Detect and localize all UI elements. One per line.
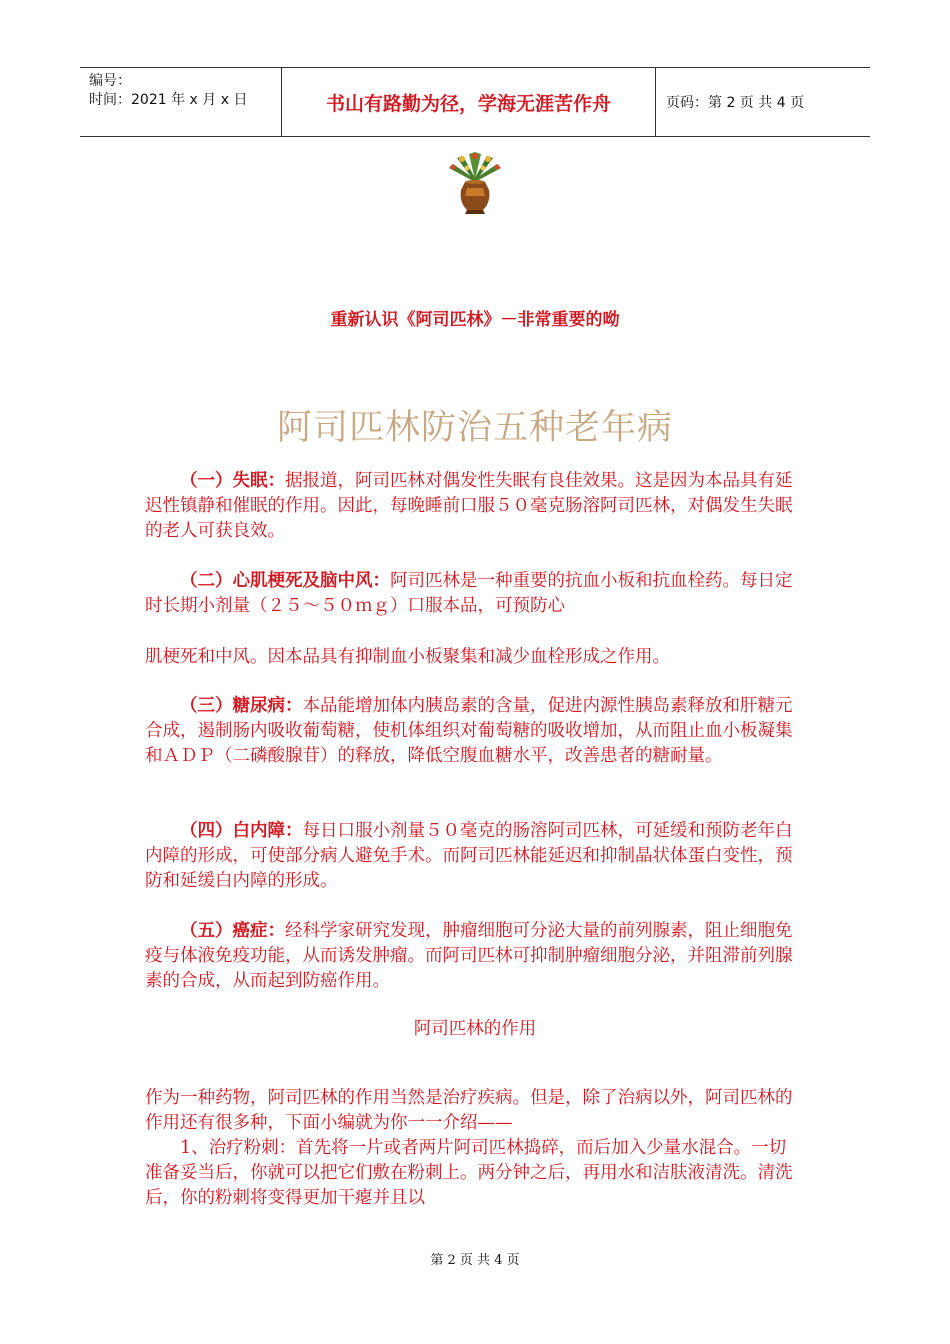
page-footer: 第 2 页 共 4 页 bbox=[430, 1253, 520, 1268]
section-heading: （四）白内障： bbox=[180, 821, 303, 841]
header-meta bbox=[80, 68, 282, 136]
page-title: 阿司匹林防治五种老年病 bbox=[276, 408, 673, 448]
intro-paragraph: 作为一种药物，阿司匹林的作用当然是治疗疾病。但是，除了治病以外，阿司匹林的作用还有很多种，下面小编就为你一一介绍—— bbox=[145, 1088, 793, 1133]
section-text: 经科学家研究发现，肿瘤细胞可分泌大量的前列腺素，阻止细胞免疫与体液免疫功能，从而诱发肿瘤。而阿司匹林可抑制肿瘤细胞分泌，并阻滞前列腺素的合成，从而起到防癌作用。 bbox=[145, 921, 793, 991]
section-text: 每日口服小剂量５０毫克的肠溶阿司匹林，可延缓和预防老年白内障的形成，可使部分病人避免手术。而阿司匹林能延迟和抑制晶状体蛋白变性，预防和延缓白内障的形成。 bbox=[145, 821, 793, 891]
flower-vase-icon bbox=[445, 152, 505, 216]
section-diabetes bbox=[145, 694, 795, 769]
section-cancer bbox=[145, 919, 795, 994]
subtitle: 重新认识《阿司匹林》－非常重要的呦 bbox=[330, 310, 620, 330]
section-heading: （二）心肌梗死及脑中风： bbox=[180, 571, 390, 591]
section-title: 阿司匹林的作用 bbox=[413, 1019, 537, 1039]
page-header bbox=[80, 67, 870, 137]
section-text: 阿司匹林是一种重要的抗血小板和抗血栓药。每日定时长期小剂量（２５～５０ｍｇ）口服本品，可预防心 bbox=[145, 571, 793, 616]
section-text: 本品能增加体内胰岛素的含量，促进内源性胰岛素释放和肝糖元合成，遏制肠内吸收葡萄糖，使机体组织对葡萄糖的吸收增加，从而阻止血小板凝集和ＡＤＰ（二磷酸腺苷）的释放，降低空腹血糖水平，改善患者的糖耐量。 bbox=[145, 696, 793, 766]
header-motto: 书山有路勤为径，学海无涯苦作舟 bbox=[282, 68, 656, 136]
section-heart-stroke-cont: 肌梗死和中风。因本品具有抑制血小板聚集和减少血栓形成之作用。 bbox=[145, 647, 670, 667]
header-page-number: 页码：第 2 页 共 4 页 bbox=[666, 95, 805, 111]
number-label: 编号： bbox=[89, 73, 131, 89]
section-heart-stroke bbox=[145, 569, 795, 619]
section-insomnia bbox=[145, 469, 795, 544]
time-label: 时间：2021 年 x 月 x 日 bbox=[89, 92, 248, 108]
section-text: 据报道，阿司匹林对偶发性失眠有良佳效果。这是因为本品具有延迟性镇静和催眠的作用。因此，每晚睡前口服５０毫克肠溶阿司匹林，对偶发生失眠的老人可获良效。 bbox=[145, 471, 793, 541]
section-heading: （一）失眠： bbox=[180, 471, 285, 491]
item-acne: 1、治疗粉刺：首先将一片或者两片阿司匹林捣碎，而后加入少量水混合。一切准备妥当后，你就可以把它们敷在粉刺上。两分钟之后，再用水和洁肤液清洗。清洗后，你的粉刺将变得更加干瘪并且以 bbox=[145, 1138, 793, 1208]
section-cataract bbox=[145, 819, 795, 894]
section-heading: （三）糖尿病： bbox=[180, 696, 303, 716]
section-heading: （五）癌症： bbox=[180, 921, 285, 941]
